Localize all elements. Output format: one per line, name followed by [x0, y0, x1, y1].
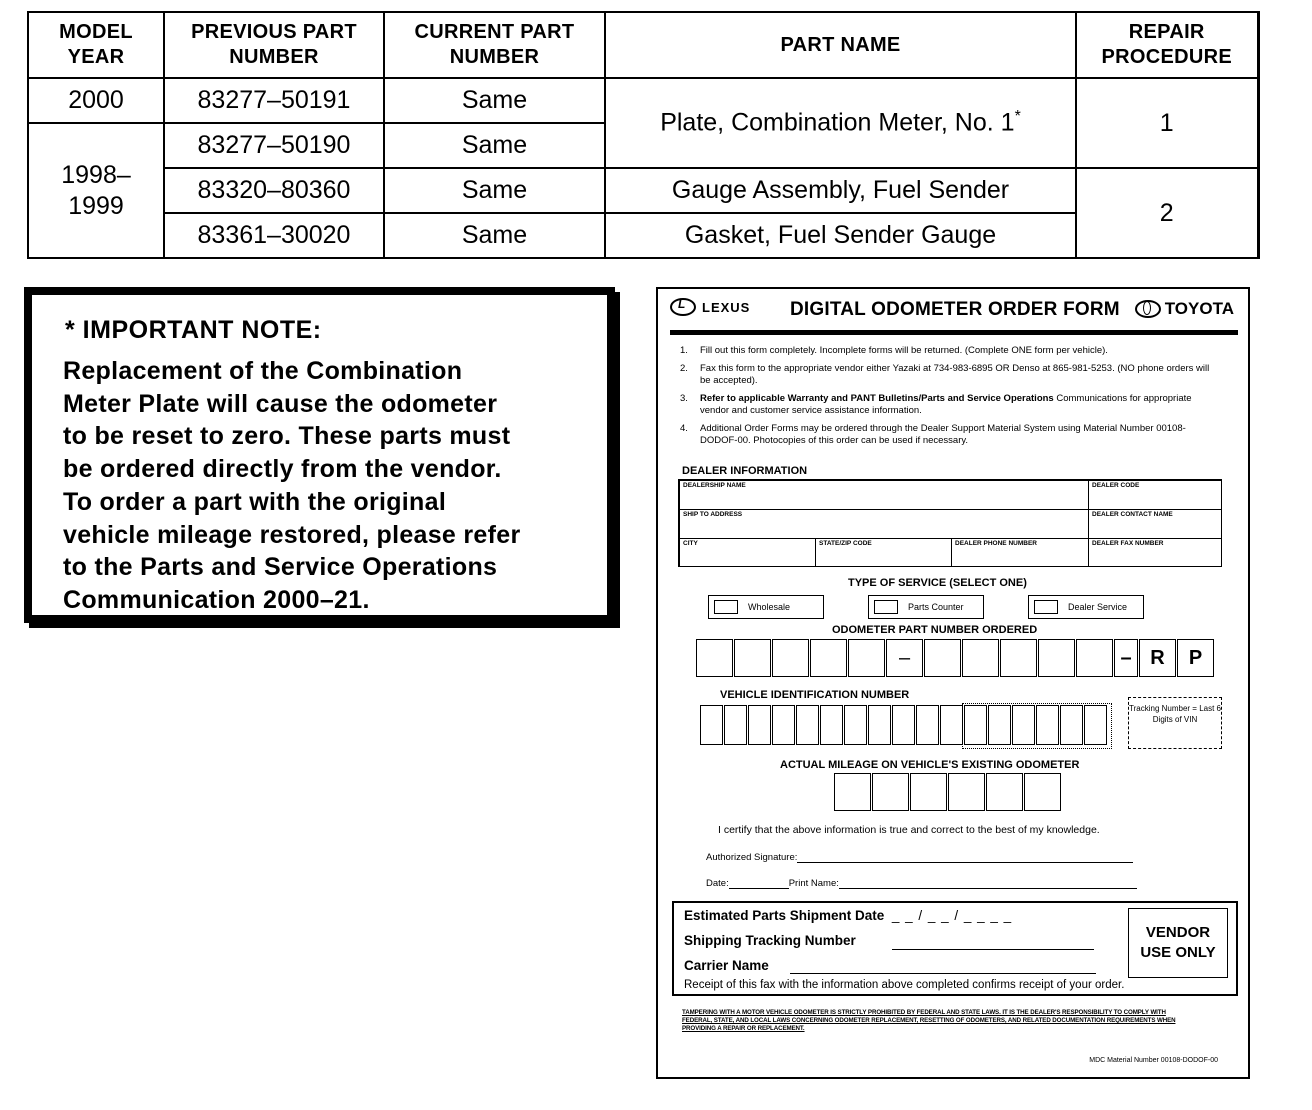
mileage-label: ACTUAL MILEAGE ON VEHICLE'S EXISTING ODOMETER: [780, 759, 1080, 771]
digit-box[interactable]: [962, 639, 999, 677]
digit-box[interactable]: [1024, 773, 1061, 811]
digit-box[interactable]: [910, 773, 947, 811]
vendor-use-section: [672, 901, 1238, 996]
cell-prev-part: 83277–50190: [164, 123, 384, 168]
digit-box-dash: –: [886, 639, 923, 677]
header-part-name: PART NAME: [605, 12, 1076, 78]
cell-curr-part: Same: [384, 123, 605, 168]
digit-box[interactable]: [734, 639, 771, 677]
lexus-logo: L LEXUS: [670, 298, 750, 316]
cell-prev-part: 83361–30020: [164, 213, 384, 258]
dealership-name-field[interactable]: DEALERSHIP NAME: [679, 480, 1089, 510]
table-header-row: [28, 12, 1258, 78]
title-divider: [670, 330, 1238, 335]
vin-box[interactable]: [820, 705, 843, 745]
checkbox[interactable]: [874, 600, 898, 614]
dealer-phone-field[interactable]: DEALER PHONE NUMBER: [951, 538, 1089, 567]
instruction-item: 1. Fill out this form completely. Incomplete forms will be returned. (Complete ONE form per vehicle).: [680, 345, 1108, 356]
digit-box[interactable]: [1038, 639, 1075, 677]
ship-to-address-field[interactable]: SHIP TO ADDRESS: [679, 509, 1089, 539]
vendor-use-only-box: VENDOR USE ONLY: [1128, 908, 1228, 978]
vin-box[interactable]: [772, 705, 795, 745]
digit-box[interactable]: [948, 773, 985, 811]
digit-box[interactable]: [1076, 639, 1113, 677]
cell-repair: 2: [1076, 168, 1258, 258]
vin-label: VEHICLE IDENTIFICATION NUMBER: [720, 689, 910, 701]
service-option-wholesale[interactable]: Wholesale: [708, 595, 824, 619]
dealer-code-field[interactable]: DEALER CODE: [1088, 480, 1222, 510]
digit-box[interactable]: [696, 639, 733, 677]
header-repair-procedure: REPAIR PROCEDURE: [1076, 12, 1258, 78]
vin-box[interactable]: [916, 705, 939, 745]
digit-box[interactable]: [924, 639, 961, 677]
vin-box[interactable]: [940, 705, 963, 745]
instruction-item: 4. Additional Order Forms may be ordered through the Dealer Support Material System using Material Number 00108-DODOF-00. Photocopies of this order can be used if necessary.: [680, 423, 1186, 446]
table-row: [28, 213, 1258, 258]
vin-last-six-highlight: [962, 703, 1112, 749]
certification-statement: I certify that the above information is true and correct to the best of my knowledge.: [718, 824, 1100, 836]
odometer-part-label: ODOMETER PART NUMBER ORDERED: [832, 624, 1038, 636]
cell-prev-part: 83277–50191: [164, 78, 384, 123]
digit-box[interactable]: [772, 639, 809, 677]
mdc-material-number: MDC Material Number 00108-DODOF-00: [1089, 1057, 1218, 1064]
digit-box[interactable]: [810, 639, 847, 677]
checkbox[interactable]: [1034, 600, 1058, 614]
cell-repair: 1: [1076, 78, 1258, 168]
tracking-note: Tracking Number = Last 6 Digits of VIN: [1128, 697, 1222, 749]
service-type-options: [708, 595, 1188, 621]
vin-box[interactable]: [724, 705, 747, 745]
carrier-name-label: Carrier Name: [684, 958, 769, 973]
cell-year: 2000: [28, 78, 164, 123]
service-option-parts-counter[interactable]: Parts Counter: [868, 595, 984, 619]
cell-curr-part: Same: [384, 168, 605, 213]
dealer-info-label: DEALER INFORMATION: [682, 465, 808, 477]
header-current-part: CURRENT PART NUMBER: [384, 12, 605, 78]
vin-box[interactable]: [892, 705, 915, 745]
cell-year: 1998– 1999: [28, 123, 164, 258]
cell-curr-part: Same: [384, 78, 605, 123]
dealer-fax-field[interactable]: DEALER FAX NUMBER: [1088, 538, 1222, 567]
ship-date-label: Estimated Parts Shipment Date _ _ / _ _ / _ _ _ _: [684, 908, 1013, 923]
vin-box[interactable]: [748, 705, 771, 745]
digit-box-suffix-r: R: [1139, 639, 1176, 677]
vin-box[interactable]: [700, 705, 723, 745]
instructions-list: [680, 345, 1220, 453]
carrier-name-line[interactable]: [790, 973, 1096, 974]
instruction-item: 3. Refer to applicable Warranty and PANT Bulletins/Parts and Service Operations Communications for appropriate vendor and customer service assistance information.: [680, 393, 1192, 416]
vin-box[interactable]: [868, 705, 891, 745]
service-type-label: TYPE OF SERVICE (SELECT ONE): [848, 577, 1027, 589]
city-field[interactable]: CITY: [679, 538, 816, 567]
instruction-item: 2. Fax this form to the appropriate vendor either Yazaki at 734-983-6895 OR Denso at 865-981-5253. (NO phone orders will be accepted).: [680, 363, 1210, 386]
note-title: * IMPORTANT NOTE:: [65, 316, 322, 344]
header-previous-part: PREVIOUS PART NUMBER: [164, 12, 384, 78]
note-body: Replacement of the Combination Meter Plate will cause the odometer to be reset to zero. These parts must be ordered directly from the vendor. To order a part with the original vehicle mileage restored, please refer to the Parts and Service Operations Communication 2000–21.: [63, 357, 521, 614]
digit-box-suffix-p: P: [1177, 639, 1214, 677]
toyota-emblem-icon: [1135, 300, 1161, 318]
vin-box[interactable]: [796, 705, 819, 745]
receipt-statement: Receipt of this fax with the information above completed confirms receipt of your order.: [684, 979, 1125, 991]
digit-box[interactable]: [872, 773, 909, 811]
cell-curr-part: Same: [384, 213, 605, 258]
toyota-logo: TOYOTA: [1135, 299, 1234, 319]
vin-box[interactable]: [844, 705, 867, 745]
digit-box[interactable]: [834, 773, 871, 811]
tracking-number-line[interactable]: [892, 949, 1094, 950]
dealer-info-grid: [678, 479, 1222, 567]
state-zip-field[interactable]: STATE/ZIP CODE: [815, 538, 952, 567]
tracking-number-label: Shipping Tracking Number: [684, 933, 856, 948]
digit-box[interactable]: [848, 639, 885, 677]
digit-box[interactable]: [1000, 639, 1037, 677]
cell-prev-part: 83320–80360: [164, 168, 384, 213]
digit-box[interactable]: [986, 773, 1023, 811]
parts-table: [27, 11, 1260, 259]
date-print-name-line[interactable]: Date: Print Name:: [706, 878, 1137, 889]
authorized-signature-line[interactable]: Authorized Signature:: [706, 852, 1133, 863]
mileage-boxes: [834, 773, 1062, 811]
digit-box-dash: –: [1114, 639, 1138, 677]
form-title: DIGITAL ODOMETER ORDER FORM: [790, 299, 1120, 320]
important-note-box: [24, 287, 615, 623]
odometer-order-form: [656, 287, 1250, 1079]
cell-part-name: Plate, Combination Meter, No. 1*: [605, 78, 1076, 168]
table-row: [28, 168, 1258, 213]
checkbox[interactable]: [714, 600, 738, 614]
header-model-year: MODEL YEAR: [28, 12, 164, 78]
service-option-dealer-service[interactable]: Dealer Service: [1028, 595, 1144, 619]
cell-part-name: Gasket, Fuel Sender Gauge: [605, 213, 1076, 258]
dealer-contact-field[interactable]: DEALER CONTACT NAME: [1088, 509, 1222, 539]
table-row: [28, 78, 1258, 123]
cell-part-name: Gauge Assembly, Fuel Sender: [605, 168, 1076, 213]
lexus-emblem-icon: [670, 298, 696, 316]
odometer-part-number-boxes: [696, 639, 1215, 677]
tampering-warning: TAMPERING WITH A MOTOR VEHICLE ODOMETER IS STRICTLY PROHIBITED BY FEDERAL AND STATE LAWS. IT IS THE DEALER'S RESPONSIBILITY TO COMPLY WITH FEDERAL, STATE, AND LOCAL LAWS CONCERNING ODOMETER REPLACEMENT, RESETTING OF ODOMETERS, AND RELATED DOCUMENTATION REQUIREMENTS WHEN PROVIDING A REPAIR OR REPLACEMENT.: [682, 1009, 1176, 1032]
